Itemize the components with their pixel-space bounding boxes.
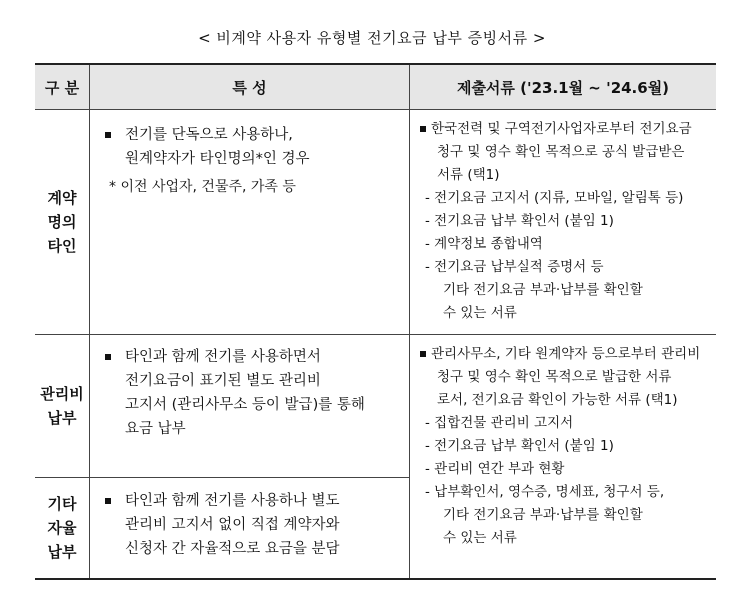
documents-line: 로서, 전기요금 확인이 가능한 서류 (택1) bbox=[437, 392, 678, 408]
characteristic-bullet bbox=[103, 345, 403, 441]
characteristic-line: 요금 납부 bbox=[125, 421, 186, 437]
documents-item: - 관리비 연간 부과 현황 bbox=[425, 461, 565, 477]
row-divider bbox=[35, 334, 716, 335]
category-text: 관리비 납부 bbox=[40, 385, 84, 427]
characteristic-bullet bbox=[103, 123, 403, 171]
documents-bullet bbox=[419, 343, 715, 366]
table-title: < 비계약 사용자 유형별 전기요금 납부 증빙서류 > bbox=[198, 29, 546, 47]
evidence-table bbox=[35, 63, 716, 580]
documents-line: 관리사무소, 기타 원계약자 등으로부터 관리비 bbox=[431, 346, 701, 362]
row-divider bbox=[35, 477, 409, 478]
documents-item: - 납부확인서, 영수증, 명세표, 청구서 등, bbox=[425, 484, 665, 500]
documents-cell-1 bbox=[419, 118, 715, 325]
header-category: 구 분 bbox=[35, 65, 89, 110]
characteristic-line: 타인과 함께 전기를 사용하나 별도 bbox=[125, 493, 340, 509]
characteristic-cell bbox=[103, 489, 403, 561]
documents-item: - 집합건물 관리비 고지서 bbox=[425, 415, 574, 431]
characteristic-line: 전기를 단독으로 사용하나, bbox=[125, 127, 293, 143]
characteristic-cell bbox=[103, 345, 403, 441]
documents-item: - 계약정보 종합내역 bbox=[425, 236, 543, 252]
category-text: 기타 자율 납부 bbox=[47, 495, 77, 561]
characteristic-bullet bbox=[103, 489, 403, 561]
documents-line: 수 있는 서류 bbox=[443, 530, 517, 546]
documents-item: - 전기요금 납부 확인서 (붙임 1) bbox=[425, 438, 614, 454]
category-label bbox=[48, 186, 77, 258]
characteristic-line: 원계약자가 타인명의*인 경우 bbox=[125, 151, 310, 167]
header-characteristic: 특 성 bbox=[90, 65, 409, 110]
characteristic-line: 관리비 고지서 없이 직접 계약자와 bbox=[125, 517, 340, 533]
characteristic-note: * 이전 사업자, 건물주, 가족 등 bbox=[109, 179, 296, 195]
documents-line: 기타 전기요금 부과·납부를 확인할 bbox=[443, 282, 643, 298]
category-contract-other-name bbox=[35, 110, 89, 334]
documents-line: 수 있는 서류 bbox=[443, 305, 517, 321]
documents-line: 서류 (택1) bbox=[437, 167, 500, 183]
characteristic-line: 고지서 (관리사무소 등이 발급)를 통해 bbox=[125, 397, 365, 413]
documents-line: 한국전력 및 구역전기사업자로부터 전기요금 bbox=[431, 121, 692, 137]
category-text: 계약 명의 타인 bbox=[47, 189, 77, 255]
documents-item: - 전기요금 납부실적 증명서 등 bbox=[425, 259, 604, 275]
characteristic-cell bbox=[103, 123, 403, 199]
documents-cell-2 bbox=[419, 343, 715, 550]
characteristic-line: 타인과 함께 전기를 사용하면서 bbox=[125, 349, 321, 365]
characteristic-line: 신청자 간 자율적으로 요금을 분담 bbox=[125, 541, 340, 557]
documents-line: 청구 및 영수 확인 목적으로 발급한 서류 bbox=[437, 369, 672, 385]
documents-bullet bbox=[419, 118, 715, 141]
documents-item: - 전기요금 고지서 (지류, 모바일, 알림톡 등) bbox=[425, 190, 684, 206]
header-documents: 제출서류 ('23.1월 ~ '24.6월) bbox=[410, 65, 716, 110]
category-management-fee bbox=[35, 335, 89, 477]
column-divider bbox=[89, 65, 90, 578]
characteristic-line: 전기요금이 표기된 별도 관리비 bbox=[125, 373, 321, 389]
column-divider bbox=[409, 65, 410, 578]
category-other-voluntary bbox=[35, 478, 89, 578]
documents-line: 청구 및 영수 확인 목적으로 공식 발급받은 bbox=[437, 144, 685, 160]
documents-line: 기타 전기요금 부과·납부를 확인할 bbox=[443, 507, 643, 523]
documents-item: - 전기요금 납부 확인서 (붙임 1) bbox=[425, 213, 614, 229]
